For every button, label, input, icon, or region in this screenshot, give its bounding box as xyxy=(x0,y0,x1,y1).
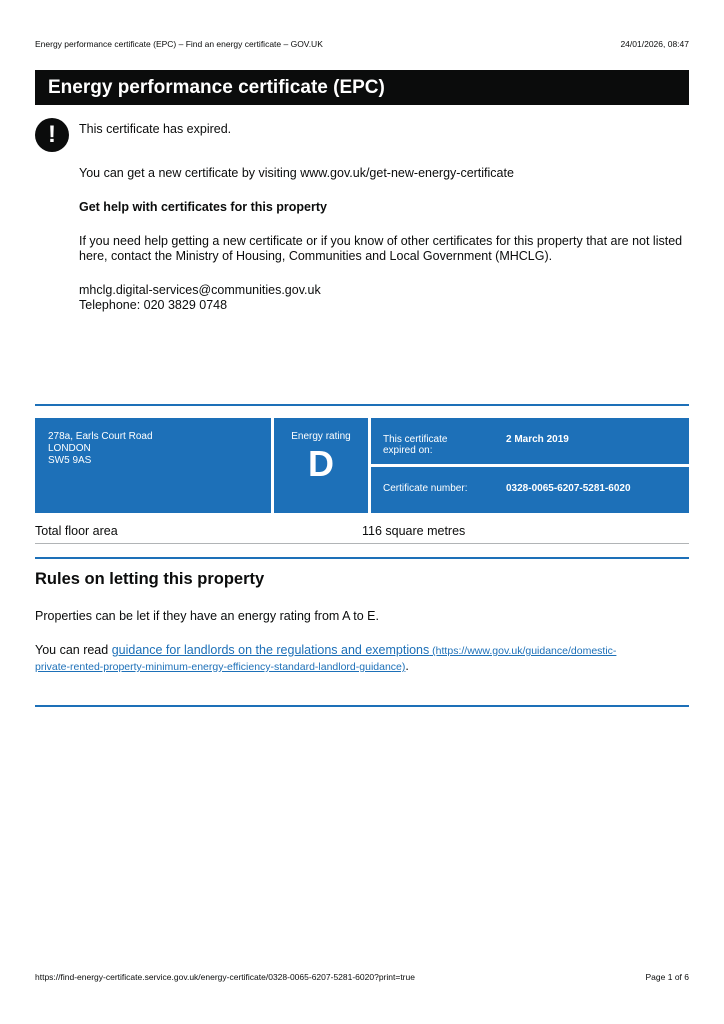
guidance-suffix: . xyxy=(405,659,409,673)
print-header xyxy=(35,39,689,49)
print-footer-page: Page 1 of 6 xyxy=(645,972,689,982)
energy-rating-letter: D xyxy=(308,443,334,484)
print-footer-url: https://find-energy-certificate.service.gov.uk/energy-certificate/0328-0065-6207-5281-6020?print=true xyxy=(35,972,415,982)
section-divider xyxy=(35,404,689,406)
guidance-prefix: You can read xyxy=(35,643,112,657)
expiry-label-line-2: expired on: xyxy=(383,445,433,456)
certificate-number-label: Certificate number: xyxy=(383,483,468,494)
certificate-summary xyxy=(35,418,689,513)
floor-area-label: Total floor area xyxy=(35,524,118,538)
expiry-panel xyxy=(371,418,689,464)
energy-rating-label: Energy rating xyxy=(291,431,351,442)
rules-text: Properties can be let if they have an energy rating from A to E. xyxy=(35,609,379,623)
contact-telephone: Telephone: 020 3829 0748 xyxy=(79,298,228,312)
rules-heading: Rules on letting this property xyxy=(35,570,265,588)
certificate-number-panel xyxy=(371,467,689,513)
page-title: Energy performance certificate (EPC) xyxy=(35,70,689,105)
section-divider xyxy=(35,705,689,707)
section-divider xyxy=(35,557,689,559)
exclamation-icon: ! xyxy=(35,118,69,152)
contact-email: mhclg.digital-services@communities.gov.uk xyxy=(79,283,321,297)
print-footer xyxy=(35,972,689,982)
help-heading: Get help with certificates for this property xyxy=(79,200,327,214)
print-header-title: Energy performance certificate (EPC) – Find an energy certificate – GOV.UK xyxy=(35,39,323,49)
guidance-link-text[interactable]: guidance for landlords on the regulations and exemptions xyxy=(111,643,430,657)
guidance-link[interactable] xyxy=(35,643,616,673)
expiry-date: 2 March 2019 xyxy=(506,434,569,445)
guidance-link-url-part-1[interactable]: (https://www.gov.uk/guidance/domestic- xyxy=(429,645,617,657)
floor-area-divider xyxy=(35,543,689,544)
energy-rating-panel xyxy=(274,418,368,513)
guidance-paragraph xyxy=(35,643,675,675)
address-line-1: 278a, Earls Court Road xyxy=(48,431,153,442)
expired-notice: This certificate has expired. xyxy=(79,122,232,136)
floor-area-value: 116 square metres xyxy=(362,524,466,538)
expiry-label-line-1: This certificate xyxy=(383,434,448,445)
help-text: If you need help getting a new certificate or if you know of other certificates for this property that are not listed here, contact the Ministry of Housing, Communities and Local Government (MHCLG). xyxy=(79,234,683,263)
print-header-datetime: 24/01/2026, 08:47 xyxy=(620,39,689,49)
address-line-2: LONDON xyxy=(48,443,91,454)
address-postcode: SW5 9AS xyxy=(48,455,92,466)
expiry-label xyxy=(383,434,483,456)
guidance-link-url-part-2[interactable]: private-rented-property-minimum-energy-efficiency-standard-landlord-guidance) xyxy=(35,661,406,673)
certificate-number: 0328-0065-6207-5281-6020 xyxy=(506,483,631,494)
floor-area-row xyxy=(35,524,689,538)
new-certificate-notice: You can get a new certificate by visiting www.gov.uk/get-new-energy-certificate xyxy=(79,166,514,180)
property-address xyxy=(35,418,271,513)
